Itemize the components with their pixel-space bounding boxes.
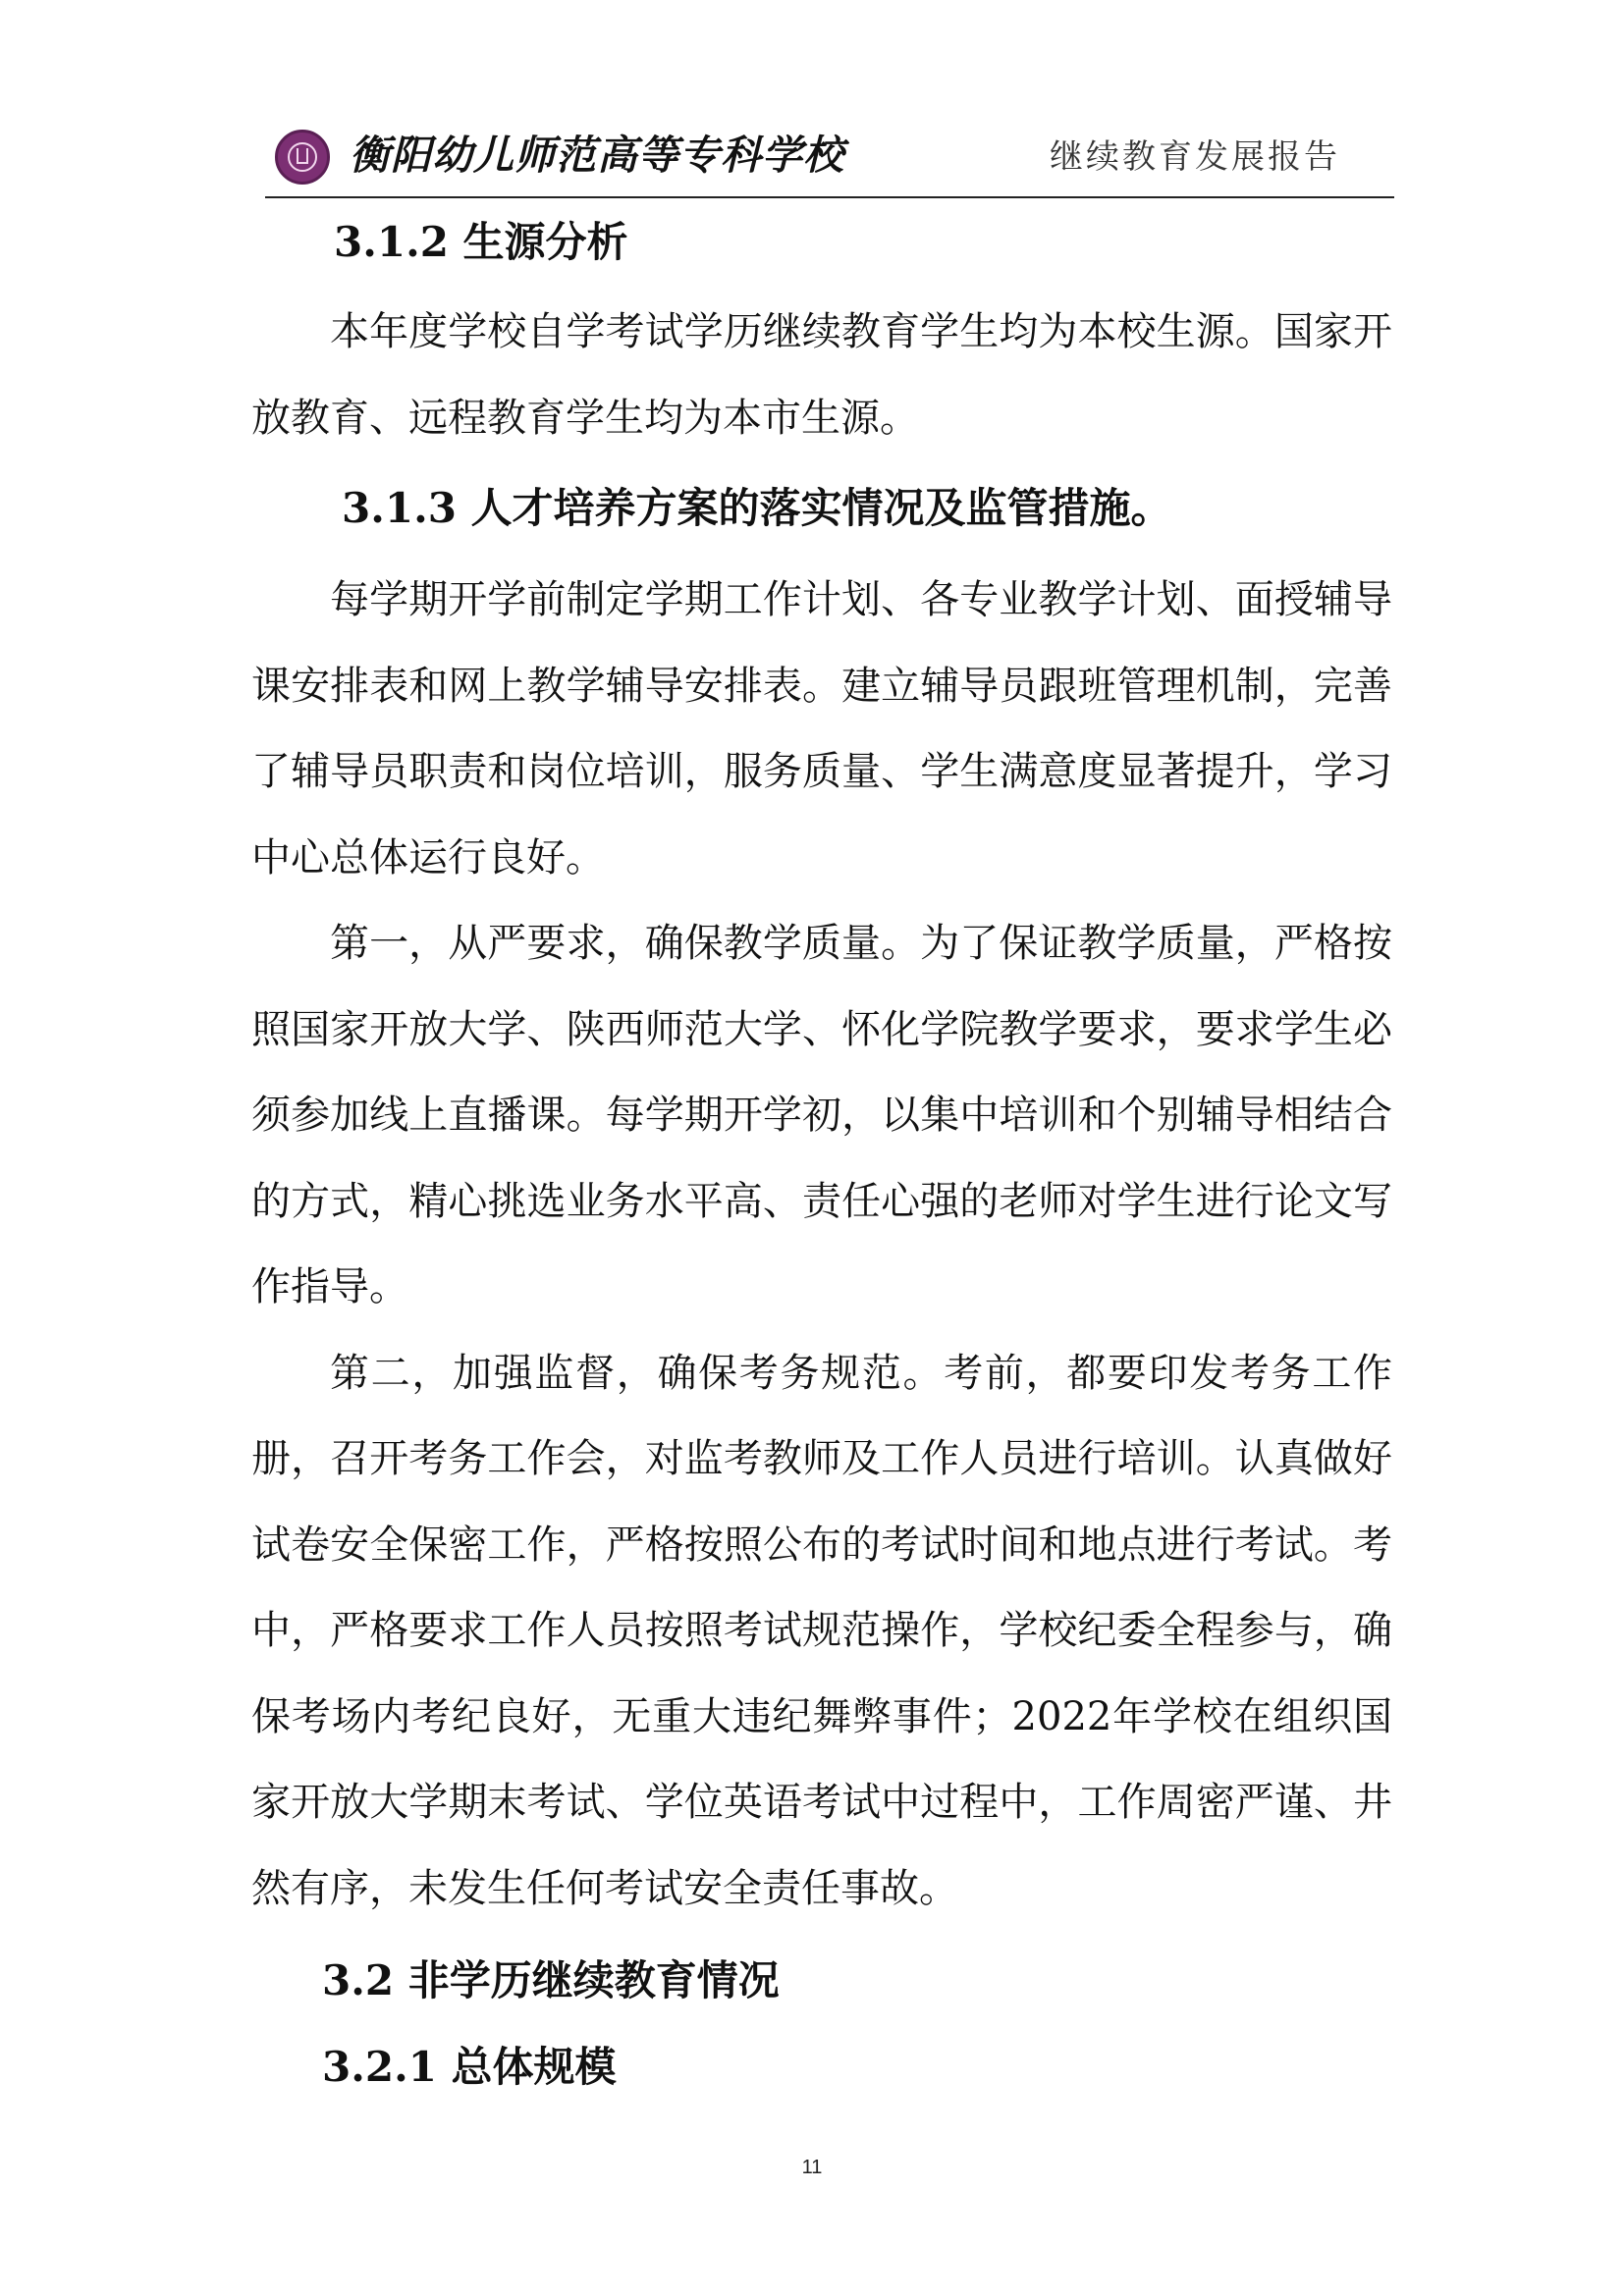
school-name: 衡阳幼儿师范高等专科学校	[350, 132, 844, 179]
page-number: 11	[801, 2157, 823, 2178]
paragraph-exam-regulation: 第二，加强监督，确保考务规范。考前，都要印发考务工作册，召开考务工作会，对监考教师及工作人员进行培训。认真做好试卷安全保密工作，严格按照公布的考试时间和地点进行考试。考中，严格要求工作人员按照考试规范操作，学校纪委全程参与，确保考场内考纪良好，无重大违纪舞弊事件；2022年学校在组织国家开放大学期末考试、学位英语考试中过程中，工作周密严谨、井然有序，未发生任何考试安全责任事故。	[251, 1350, 1392, 1911]
page-header	[265, 110, 1394, 198]
section-heading-3-1-2: 3.1.2 生源分析	[334, 218, 628, 266]
paragraph-source-analysis: 本年度学校自学考试学历继续教育学生均为本校生源。国家开放教育、远程教育学生均为本市生源。	[251, 309, 1392, 441]
paragraph-training-plan: 每学期开学前制定学期工作计划、各专业教学计划、面授辅导课安排表和网上教学辅导安排表。建立辅导员跟班管理机制，完善了辅导员职责和岗位培训，服务质量、学生满意度显著提升，学习中心总体运行良好。	[251, 577, 1392, 881]
report-title: 继续教育发展报告	[1050, 137, 1340, 177]
section-heading-3-1-3: 3.1.3 人才培养方案的落实情况及监管措施。	[342, 484, 1172, 532]
seal-mark	[297, 148, 308, 164]
paragraph-teaching-quality: 第一，从严要求，确保教学质量。为了保证教学质量，严格按照国家开放大学、陕西师范大学、怀化学院教学要求，要求学生必须参加线上直播课。每学期开学初，以集中培训和个别辅导相结合的方式，精心挑选业务水平高、责任心强的老师对学生进行论文写作指导。	[251, 921, 1392, 1309]
section-heading-3-2-1: 3.2.1 总体规模	[322, 2043, 617, 2091]
section-heading-3-2: 3.2 非学历继续教育情况	[322, 1956, 780, 2004]
document-body	[251, 208, 1392, 2102]
school-seal-icon	[275, 130, 330, 185]
